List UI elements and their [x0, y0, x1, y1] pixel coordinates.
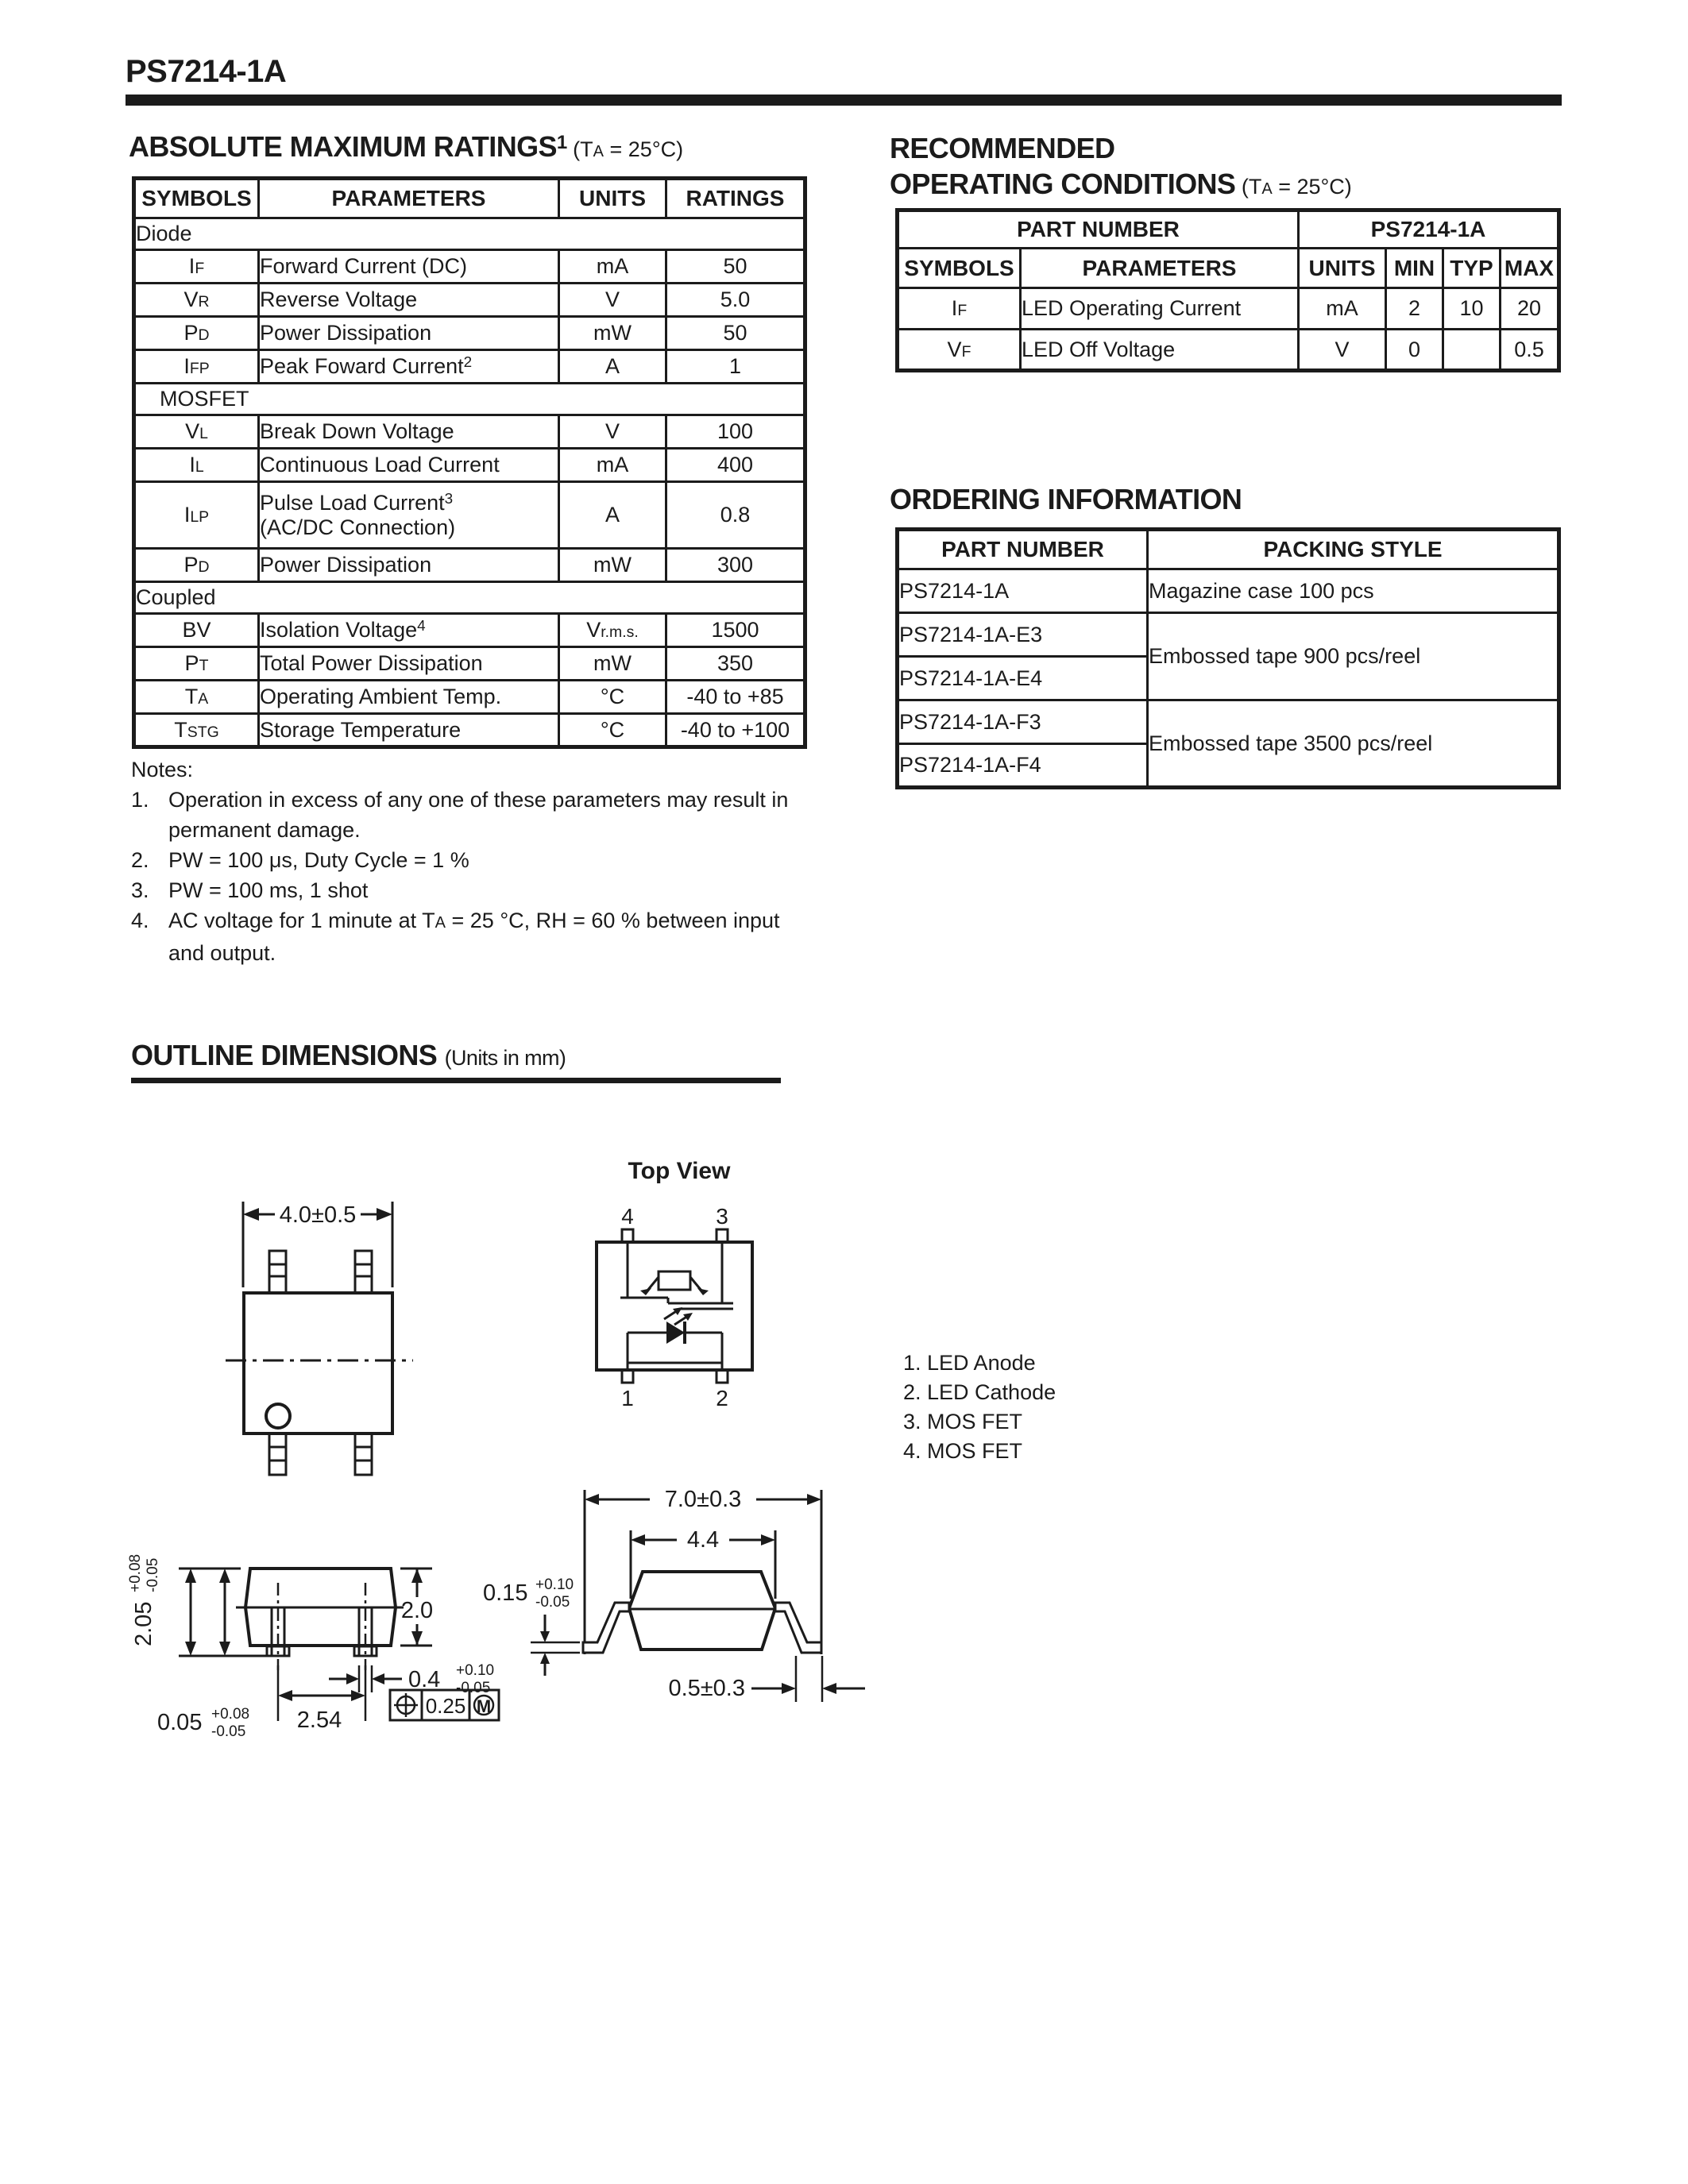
- parameter-cell: Pulse Load Current$^3$ (AC/DC Connection): [259, 482, 559, 549]
- roc-title-line1: RECOMMENDED: [890, 132, 1115, 164]
- absolute-maximum-ratings-table: [132, 176, 807, 749]
- col-parameters: PARAMETERS: [1021, 249, 1299, 288]
- note-item: 2. PW = 100 μs, Duty Cycle = 1 %: [131, 848, 469, 872]
- ordering-information-table: [895, 527, 1561, 789]
- units-cell: mA: [1299, 288, 1386, 330]
- units-cell: V: [559, 415, 666, 449]
- units-cell: °C: [559, 681, 666, 714]
- note-item: 4. AC voltage for 1 minute at TA = 25 °C, RH = 60 % between input and output.: [131, 909, 780, 965]
- max-cell: 20: [1501, 288, 1559, 330]
- rating-cell: 1: [666, 350, 805, 384]
- table-row: [134, 317, 805, 350]
- top-view-label: Top View: [628, 1158, 731, 1184]
- dim-foot-length: 0.5±0.3: [668, 1676, 745, 1701]
- table-header-row: [134, 179, 805, 218]
- table-row: [898, 288, 1559, 330]
- rating-cell: 100: [666, 415, 805, 449]
- pin-number-1: 1: [621, 1386, 634, 1410]
- units-cell: mW: [559, 549, 666, 582]
- dim-height-label: [127, 1554, 161, 1646]
- side-view-drawing: [461, 1473, 906, 1719]
- amr-section-title: [129, 130, 683, 164]
- pin-number-4: 4: [621, 1204, 634, 1229]
- table-row: [134, 714, 805, 747]
- pin-description: 2. LED Cathode: [903, 1380, 1056, 1404]
- units-cell: mA: [559, 449, 666, 482]
- symbol-cell: VR: [134, 284, 259, 317]
- amr-title-note-ref: 1: [556, 132, 567, 153]
- svg-text:-0.05: -0.05: [211, 1723, 246, 1740]
- parameter-cell: Power Dissipation: [259, 317, 559, 350]
- symbol-cell: PD: [134, 317, 259, 350]
- part-number-value: PS7214-1A: [1299, 210, 1559, 249]
- col-units: UNITS: [559, 179, 666, 218]
- svg-text:2.05: 2.05: [131, 1601, 156, 1646]
- part-number-cell: PS7214-1A-F3: [898, 700, 1148, 744]
- table-header-row: [898, 249, 1559, 288]
- units-cell: °C: [559, 714, 666, 747]
- pin-description: 1. LED Anode: [903, 1351, 1036, 1375]
- symbol-cell: IF: [898, 288, 1021, 330]
- typ-cell: 10: [1443, 288, 1501, 330]
- section-row-mosfet: MOSFET: [134, 384, 805, 415]
- note-item: 1. Operation in excess of any one of these parameters may result in permanent damage.: [131, 788, 789, 842]
- table-row: [134, 449, 805, 482]
- dim-standoff: 0.05: [157, 1710, 203, 1735]
- units-cell: A: [559, 350, 666, 384]
- amr-condition: (TA = 25°C): [566, 137, 684, 161]
- parameter-cell: Total Power Dissipation: [259, 647, 559, 681]
- symbol-cell: VF: [898, 330, 1021, 371]
- svg-text:+0.10: +0.10: [456, 1662, 495, 1679]
- parameter-cell: Storage Temperature: [259, 714, 559, 747]
- col-packing-style: PACKING STYLE: [1148, 530, 1559, 569]
- part-number-cell: PS7214-1A-E4: [898, 657, 1148, 700]
- pin-number-2: 2: [716, 1386, 728, 1410]
- parameter-cell: Peak Foward Current$^2$: [259, 350, 559, 384]
- rating-cell: 300: [666, 549, 805, 582]
- table-row: [134, 482, 805, 549]
- roc-title-line2: OPERATING CONDITIONS (TA = 25°C): [890, 168, 1352, 200]
- svg-text:-0.05: -0.05: [456, 1680, 491, 1696]
- table-row: [134, 284, 805, 317]
- part-number-header: PART NUMBER: [898, 210, 1299, 249]
- dim-pitch: 2.54: [296, 1707, 342, 1733]
- table-row: [134, 250, 805, 284]
- roc-section-title: [890, 130, 1352, 207]
- rating-cell: 350: [666, 647, 805, 681]
- col-min: MIN: [1386, 249, 1443, 288]
- parameter-cell: Reverse Voltage: [259, 284, 559, 317]
- col-typ: TYP: [1443, 249, 1501, 288]
- pin1-indicator-icon: [266, 1404, 290, 1428]
- packing-style-cell: Embossed tape 3500 pcs/reel: [1148, 700, 1559, 788]
- page-title: PS7214-1A: [126, 54, 287, 89]
- dim-inner-width: 4.4: [686, 1527, 720, 1553]
- parameter-cell: Isolation Voltage$^4$: [259, 614, 559, 647]
- rating-cell: 5.0: [666, 284, 805, 317]
- rating-cell: 50: [666, 250, 805, 284]
- part-number-cell: PS7214-1A-F4: [898, 744, 1148, 788]
- note-item: 3. PW = 100 ms, 1 shot: [131, 878, 369, 902]
- parameter-cell: Forward Current (DC): [259, 250, 559, 284]
- svg-text:+0.08: +0.08: [127, 1553, 144, 1592]
- symbol-cell: PT: [134, 647, 259, 681]
- symbol-cell: IL: [134, 449, 259, 482]
- symbol-cell: VL: [134, 415, 259, 449]
- pin-description-list: [903, 1349, 1056, 1466]
- packing-style-cell: Magazine case 100 pcs: [1148, 569, 1559, 613]
- min-cell: 2: [1386, 288, 1443, 330]
- dim-body-width: 4.0±0.5: [279, 1202, 357, 1228]
- parameter-cell: Operating Ambient Temp.: [259, 681, 559, 714]
- col-symbols: SYMBOLS: [898, 249, 1021, 288]
- packing-style-cell: Embossed tape 900 pcs/reel: [1148, 613, 1559, 700]
- table-row: [898, 569, 1559, 613]
- tolerance-value: 0.25: [425, 1694, 466, 1718]
- parameter-cell: Break Down Voltage: [259, 415, 559, 449]
- units-cell: V: [1299, 330, 1386, 371]
- mosfet-gate-icon: [659, 1271, 690, 1290]
- dim-overall-width: 7.0±0.3: [664, 1487, 742, 1512]
- symbol-cell: IFP: [134, 350, 259, 384]
- section-row-diode: Diode: [134, 218, 805, 250]
- table-row: [134, 350, 805, 384]
- symbol-cell: ILP: [134, 482, 259, 549]
- col-parameters: PARAMETERS: [259, 179, 559, 218]
- part-number-cell: PS7214-1A: [898, 569, 1148, 613]
- svg-text:M: M: [476, 1696, 492, 1716]
- max-cell: 0.5: [1501, 330, 1559, 371]
- svg-text:-0.05: -0.05: [535, 1594, 570, 1611]
- units-cell: Vr.m.s.: [559, 614, 666, 647]
- units-cell: V: [559, 284, 666, 317]
- table-row: [134, 647, 805, 681]
- units-cell: mA: [559, 250, 666, 284]
- table-row: [898, 330, 1559, 371]
- notes-title: Notes:: [131, 758, 194, 781]
- table-row: [134, 415, 805, 449]
- symbol-cell: TA: [134, 681, 259, 714]
- outline-units-note: (Units in mm): [444, 1046, 566, 1070]
- rating-cell: -40 to +100: [666, 714, 805, 747]
- ordering-section-title: ORDERING INFORMATION: [890, 483, 1242, 515]
- roc-condition: (TA = 25°C): [1235, 175, 1352, 199]
- svg-text:+0.08: +0.08: [211, 1706, 250, 1723]
- dim-body-height: 2.0: [400, 1598, 434, 1623]
- pin-description: 3. MOS FET: [903, 1410, 1023, 1433]
- pin-number-3: 3: [716, 1204, 728, 1229]
- units-cell: A: [559, 482, 666, 549]
- col-symbols: SYMBOLS: [134, 179, 259, 218]
- units-cell: mW: [559, 647, 666, 681]
- part-number-cell: PS7214-1A-E3: [898, 613, 1148, 657]
- table-row: [134, 614, 805, 647]
- rating-cell: 50: [666, 317, 805, 350]
- table-row: [898, 700, 1559, 744]
- rating-cell: 0.8: [666, 482, 805, 549]
- typ-cell: [1443, 330, 1501, 371]
- dim-lead-width: 0.4: [408, 1667, 441, 1692]
- dim-lead-thickness: 0.15: [483, 1580, 528, 1606]
- col-part-number: PART NUMBER: [898, 530, 1148, 569]
- pin-description: 4. MOS FET: [903, 1439, 1023, 1463]
- rating-cell: 400: [666, 449, 805, 482]
- table-header-row: [898, 530, 1559, 569]
- package-top-view-drawing: [191, 1187, 437, 1489]
- rating-cell: 1500: [666, 614, 805, 647]
- parameter-cell: LED Operating Current: [1021, 288, 1299, 330]
- symbol-cell: BV: [134, 614, 259, 647]
- table-row: [898, 613, 1559, 657]
- outline-rule: [131, 1078, 781, 1083]
- section-row-coupled: Coupled: [134, 582, 805, 614]
- table-row: [134, 549, 805, 582]
- table-row: [134, 681, 805, 714]
- recommended-operating-conditions-table: [895, 208, 1561, 372]
- symbol-cell: TSTG: [134, 714, 259, 747]
- parameter-cell: Continuous Load Current: [259, 449, 559, 482]
- col-ratings: RATINGS: [666, 179, 805, 218]
- units-cell: mW: [559, 317, 666, 350]
- parameter-cell: LED Off Voltage: [1021, 330, 1299, 371]
- rating-cell: -40 to +85: [666, 681, 805, 714]
- svg-text:-0.05: -0.05: [145, 1557, 161, 1592]
- outline-section-title: OUTLINE DIMENSIONS (Units in mm): [131, 1039, 566, 1071]
- svg-text:+0.10: +0.10: [535, 1576, 574, 1593]
- amr-title-text: ABSOLUTE MAXIMUM RATINGS: [129, 130, 557, 163]
- col-units: UNITS: [1299, 249, 1386, 288]
- header-rule: [126, 95, 1562, 106]
- symbol-cell: IF: [134, 250, 259, 284]
- symbol-cell: PD: [134, 549, 259, 582]
- col-max: MAX: [1501, 249, 1559, 288]
- min-cell: 0: [1386, 330, 1443, 371]
- notes-block: [131, 754, 812, 968]
- part-number-header-row: [898, 210, 1559, 249]
- parameter-cell: Power Dissipation: [259, 549, 559, 582]
- internal-circuit-drawing: [584, 1156, 782, 1430]
